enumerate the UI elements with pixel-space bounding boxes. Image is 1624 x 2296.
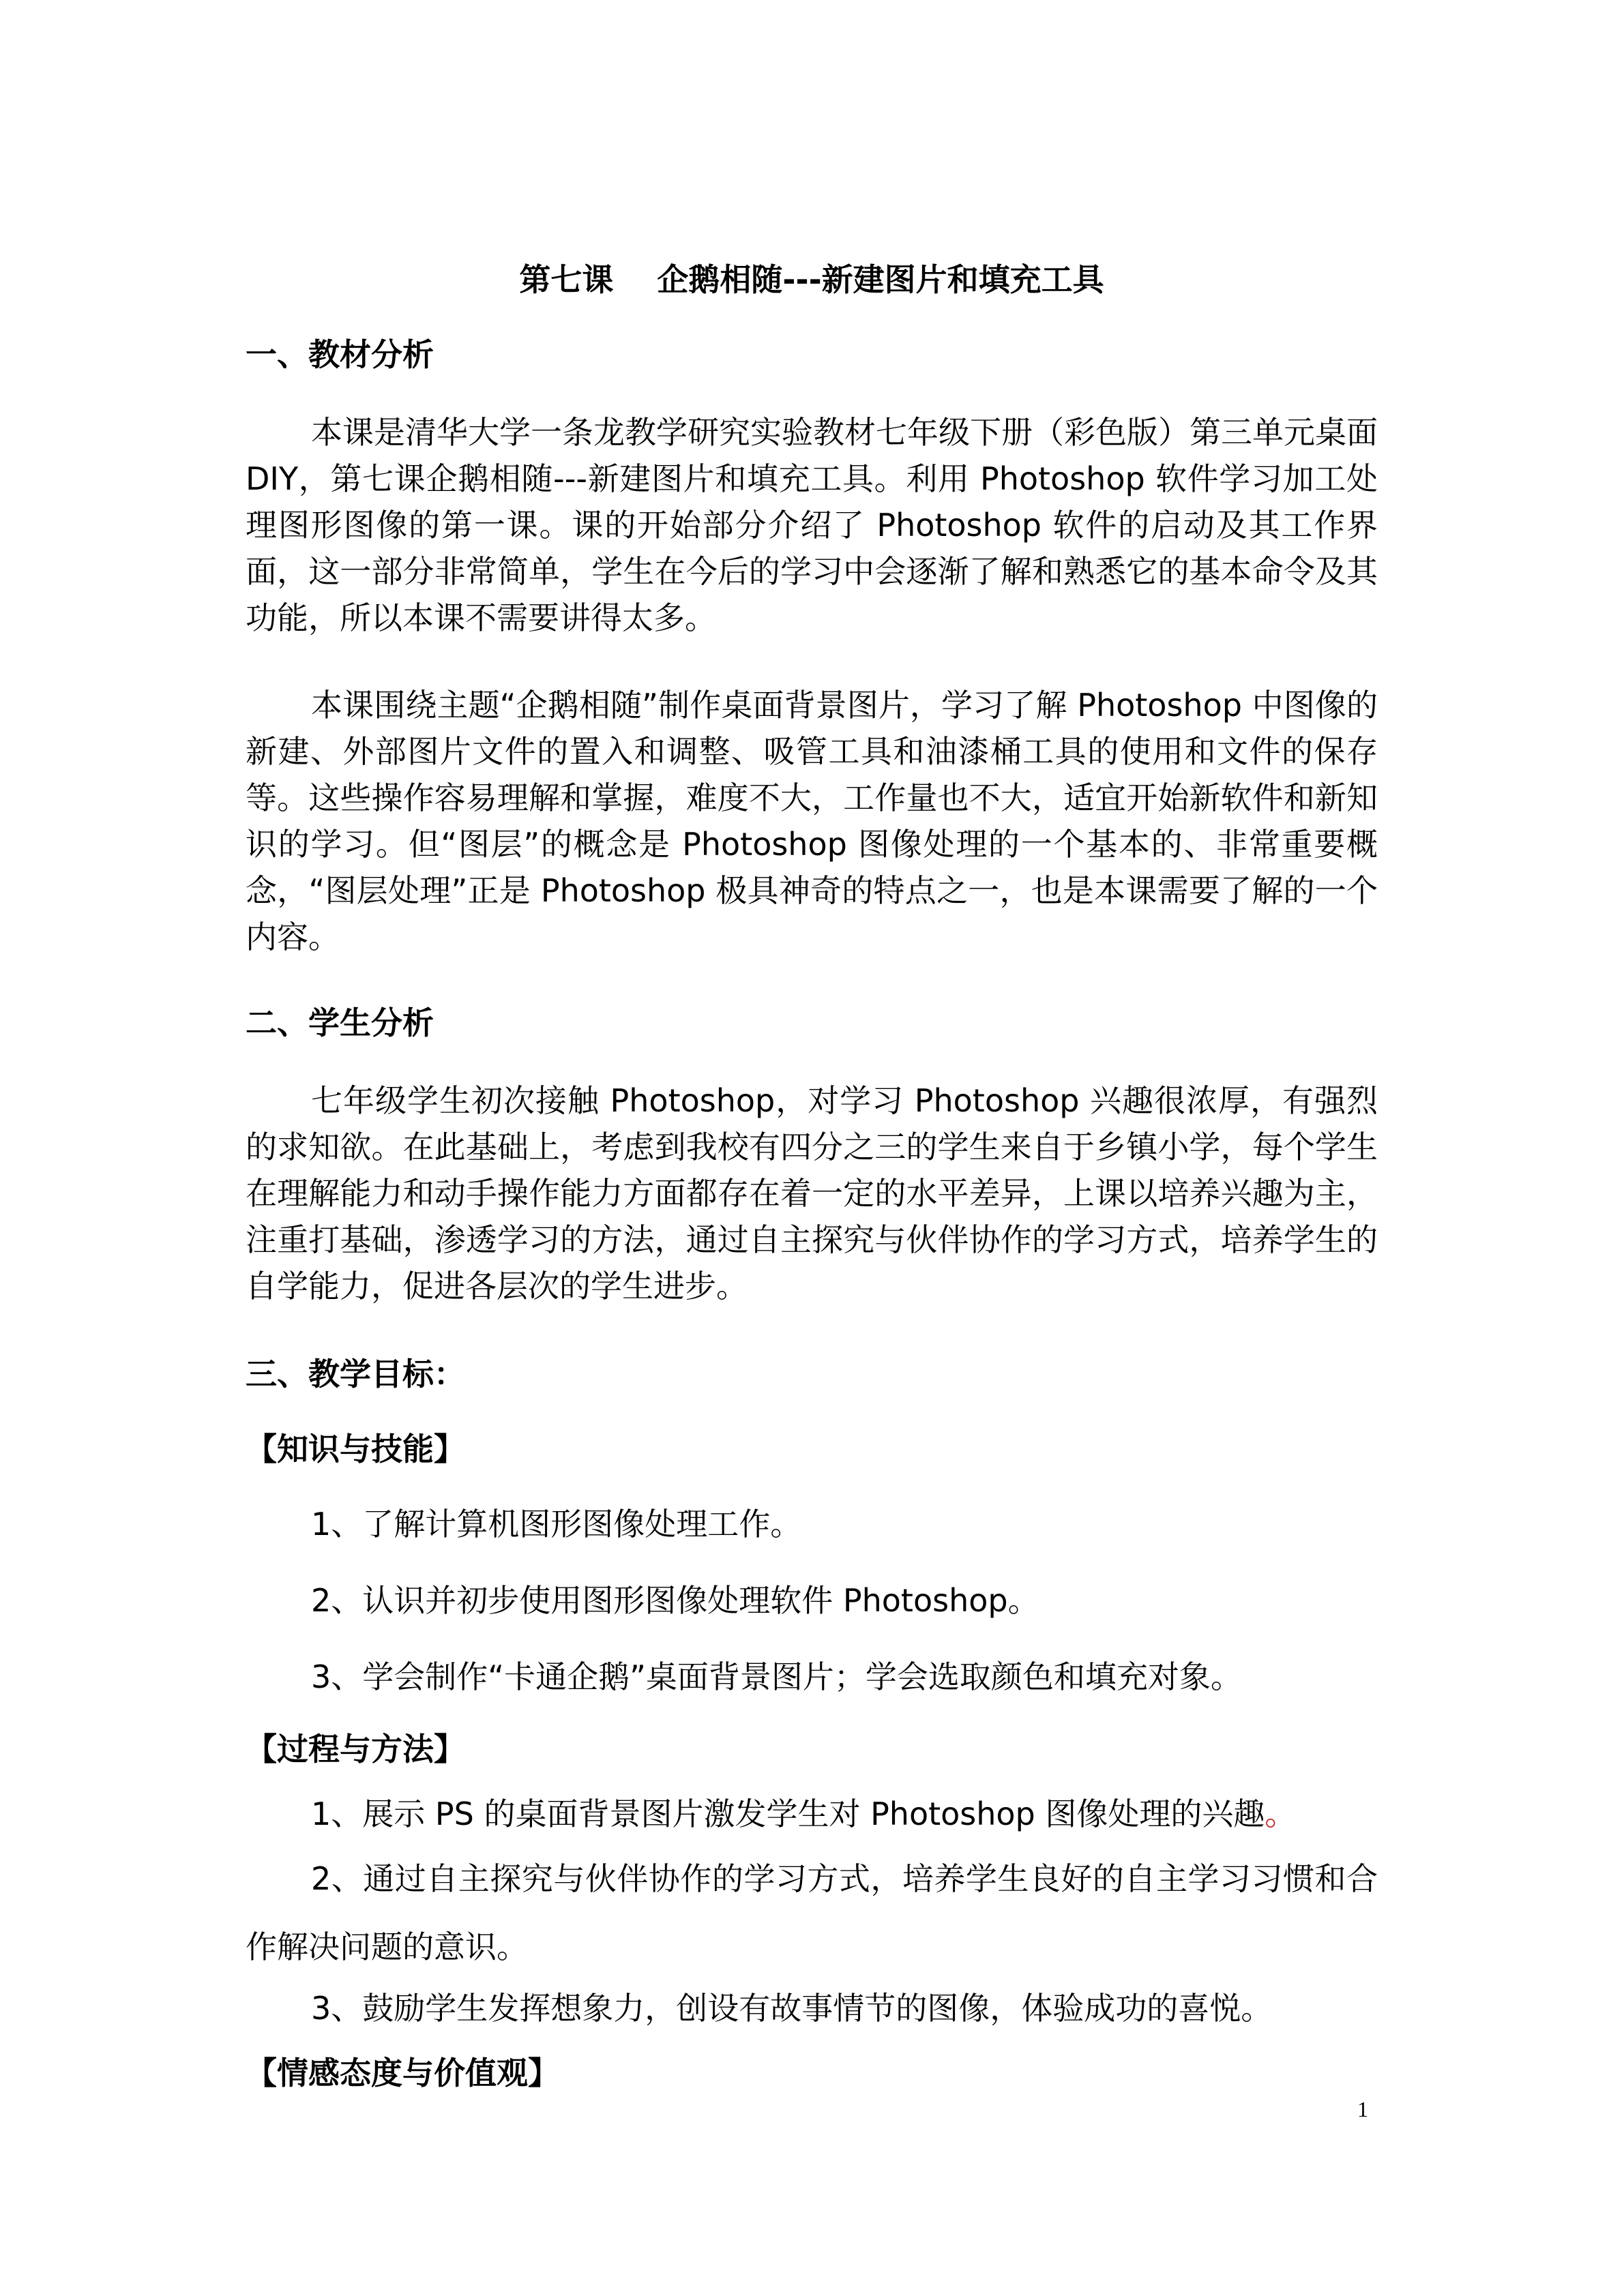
section-heading-textbook-analysis: 一、教材分析 (246, 336, 434, 373)
paragraph-textbook-theme: 本课围绕主题“企鹅相随”制作桌面背景图片，学习了解 Photoshop 中图像的新建、外部图片文件的置入和调整、吸管工具和油漆桶工具的使用和文件的保存等。这些操作容易理解和掌握，难度不大，工作量也不大，适宜开始新软件和新知识的学习。但“图层”的概念是 Photoshop 图像处理的一个基本的、非常重要概念，“图层处理”正是 Photoshop 极具神奇的特点之一，也是本课需要了解的一个内容。 (246, 687, 1378, 955)
process-item-1-text: 1、展示 PS 的桌面背景图片激发学生对 Photoshop 图像处理的兴趣 (311, 1795, 1265, 1832)
page-title: 第七课 企鹅相随---新建图片和填充工具 (519, 261, 1104, 298)
paragraph-student-analysis: 七年级学生初次接触 Photoshop，对学习 Photoshop 兴趣很浓厚，有强烈的求知欲。在此基础上，考虑到我校有四分之三的学生来自于乡镇小学，每个学生在理解能力和动手操作能力方面都存在着一定的水平差异，上课以培养兴趣为主，注重打基础，渗透学习的方法，通过自主探究与伙伴协作的学习方式，培养学生的自学能力，促进各层次的学生进步。 (246, 1082, 1378, 1304)
subheading-process-methods: 【过程与方法】 (246, 1731, 465, 1768)
subheading-emotion-values: 【情感态度与价值观】 (246, 2055, 559, 2091)
page-number: 1 (1357, 2097, 1368, 2121)
section-heading-student-analysis: 二、学生分析 (246, 1004, 434, 1041)
process-item-1 (311, 1787, 1378, 1841)
knowledge-item-3: 3、学会制作“卡通企鹅”桌面背景图片；学会选取颜色和填充对象。 (311, 1658, 1242, 1695)
section-heading-teaching-goals: 三、教学目标： (246, 1356, 465, 1392)
process-item-2: 2、通过自主探究与伙伴协作的学习方式，培养学生良好的自主学习习惯和合作解决问题的意识。 (246, 1860, 1378, 1965)
process-item-1-period: 。 (1265, 1795, 1297, 1832)
paragraph-textbook-intro: 本课是清华大学一条龙教学研究实验教材七年级下册（彩色版）第三单元桌面 DIY，第七课企鹅相随---新建图片和填充工具。利用 Photoshop 软件学习加工处理图形图像的第一课。课的开始部分介绍了 Photoshop 软件的启动及其工作界面，这一部分非常简单，学生在今后的学习中会逐渐了解和熟悉它的基本命令及其功能，所以本课不需要讲得太多。 (246, 414, 1378, 636)
knowledge-item-1: 1、了解计算机图形图像处理工作。 (311, 1506, 802, 1542)
process-item-3: 3、鼓励学生发挥想象力，创设有故事情节的图像，体验成功的喜悦。 (311, 1990, 1273, 2027)
subheading-knowledge-skills: 【知识与技能】 (246, 1431, 465, 1467)
knowledge-item-2: 2、认识并初步使用图形图像处理软件 Photoshop。 (311, 1582, 1039, 1619)
